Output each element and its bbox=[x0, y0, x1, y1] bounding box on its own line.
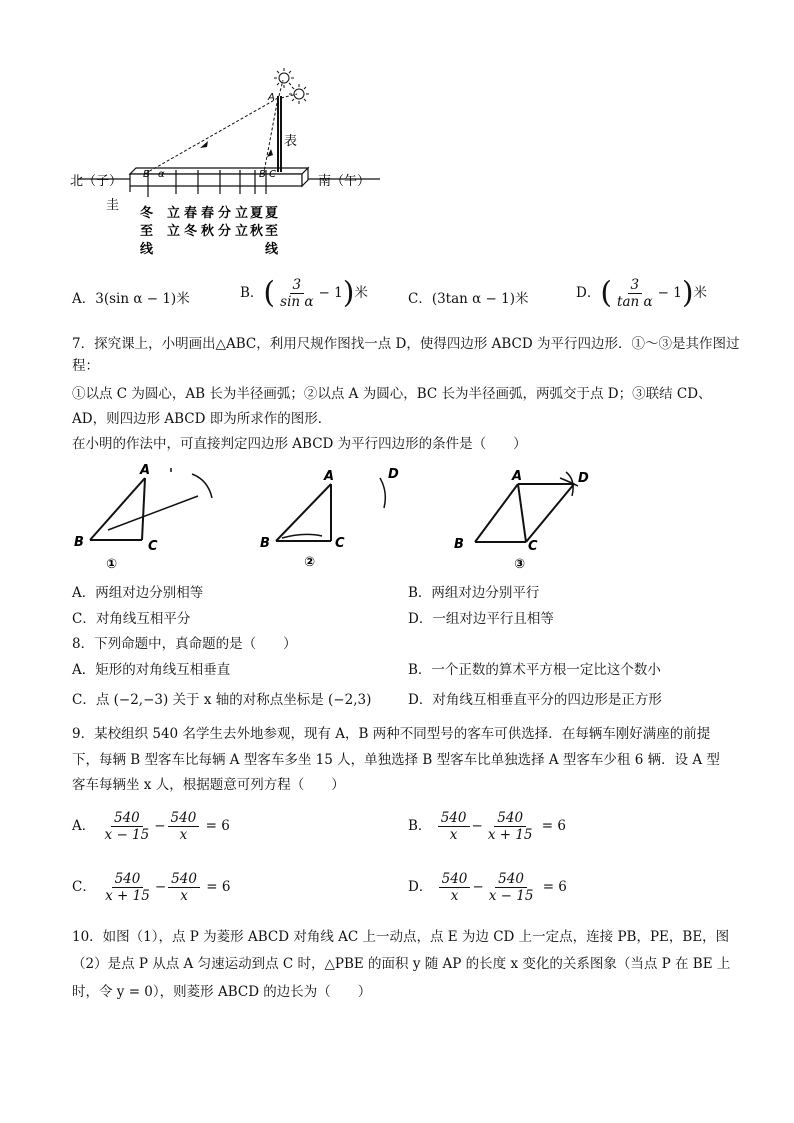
q9-d-label: D． bbox=[408, 879, 433, 895]
q9-a-d1: x − 15 bbox=[104, 827, 150, 843]
q9-option-b[interactable] bbox=[408, 810, 566, 843]
col-winter-3: 线 bbox=[140, 242, 154, 257]
q9-c-eq: = 6 bbox=[206, 879, 231, 895]
q9-a-label: A． bbox=[72, 818, 96, 834]
col-chun2-1: 春 bbox=[201, 206, 215, 221]
col-chun-1: 春 bbox=[184, 206, 198, 221]
q10-stem-line2: （2）是点 P 从点 A 匀速运动到点 C 时，△PBE 的面积 y 随 AP 的长度 x 变化的关系图象（当点 P 在 BE 上 bbox=[72, 956, 731, 972]
q7-figure-3 bbox=[450, 462, 620, 574]
q7-fig2-label: ② bbox=[304, 555, 316, 570]
sun-icon bbox=[289, 84, 309, 104]
q7-fig2-point-d: D bbox=[388, 467, 399, 482]
q9-option-a[interactable] bbox=[72, 810, 230, 843]
q9-b-d2: x + 15 bbox=[487, 827, 533, 843]
label-north: 北（子） bbox=[70, 174, 123, 189]
label-biao: 表 bbox=[284, 134, 298, 149]
q8-option-d[interactable]: D．对角线互相垂直平分的四边形是正方形 bbox=[408, 692, 662, 708]
col-chun2-2: 秋 bbox=[201, 224, 215, 239]
q7-fig2-point-a: A bbox=[324, 469, 335, 484]
q6-option-b[interactable]: B．( $\frac{3}{\text{sin α}}$ − 1)米 bbox=[240, 275, 368, 311]
q8-option-a[interactable]: A．矩形的对角线互相垂直 bbox=[72, 662, 231, 678]
q9-b-n2: 540 bbox=[494, 810, 526, 827]
q6-b-unit: 米 bbox=[354, 285, 368, 301]
q6-option-a[interactable]: A．3(sin α − 1)米 bbox=[72, 291, 190, 307]
col-xiazhi-1: 夏 bbox=[265, 206, 279, 221]
q9-a-eq: = 6 bbox=[205, 818, 230, 834]
q9-a-d2: x bbox=[179, 827, 188, 843]
q6-d-numerator: 3 bbox=[628, 277, 643, 294]
q7-figure-2 bbox=[256, 462, 416, 574]
q6-option-b-label: B． bbox=[240, 285, 264, 301]
q7-fig2-point-b: B bbox=[260, 536, 270, 551]
q9-d-n1: 540 bbox=[439, 871, 471, 888]
q7-fig2-point-c: C bbox=[335, 536, 345, 551]
label-a: A bbox=[268, 92, 275, 103]
q8-option-b[interactable]: B．一个正数的算术平方根一定比这个数小 bbox=[408, 662, 661, 678]
q9-d-minus: − bbox=[472, 879, 484, 895]
q7-fig1-point-a: A bbox=[140, 463, 151, 478]
sun-icon bbox=[274, 68, 294, 88]
q9-d-n2: 540 bbox=[495, 871, 527, 888]
q9-c-n2: 540 bbox=[168, 871, 200, 888]
q9-d-d2: x − 15 bbox=[488, 888, 534, 904]
q9-option-c[interactable] bbox=[72, 871, 230, 904]
q6-b-numerator: 3 bbox=[290, 277, 305, 294]
q6-option-d[interactable]: D．( $\frac{3}{\text{tan α}}$ − 1)米 bbox=[576, 275, 708, 311]
q7-stem-line2: 程： bbox=[72, 358, 99, 374]
col-winter-2: 至 bbox=[140, 224, 154, 239]
q7-stem-line3: ①以点 C 为圆心，AB 长为半径画弧；②以点 A 为圆心，BC 长为半径画弧，两弧交于点 D；③联结 CD、 bbox=[72, 386, 712, 402]
arrow-icon bbox=[200, 141, 208, 148]
label-gui: 圭 bbox=[106, 198, 120, 213]
q9-a-minus: − bbox=[154, 818, 166, 834]
q7-option-b[interactable]: B．两组对边分别平行 bbox=[408, 585, 540, 601]
q8-option-c[interactable]: C．点 (−2,−3) 关于 x 轴的对称点坐标是 (−2,3) bbox=[72, 692, 372, 708]
q7-fig1-label: ① bbox=[106, 557, 118, 572]
q7-fig3-label: ③ bbox=[514, 557, 526, 572]
q9-stem-line1: 9．某校组织 540 名学生去外地参观，现有 A，B 两种不同型号的客车可供选择．在每辆车刚好满座的前提 bbox=[72, 726, 711, 742]
col-xiazhi-2: 至 bbox=[265, 224, 279, 239]
q9-b-label: B． bbox=[408, 818, 432, 834]
q7-fig3-point-c: C bbox=[528, 539, 538, 554]
col-li-1: 立 bbox=[235, 206, 249, 221]
col-xiazhi-3: 线 bbox=[265, 242, 279, 257]
q7-fig3-point-d: D bbox=[578, 471, 589, 486]
q6-option-c[interactable]: C．(3tan α − 1)米 bbox=[408, 291, 529, 307]
col-xia-1: 夏 bbox=[250, 206, 264, 221]
q9-b-n1: 540 bbox=[438, 810, 470, 827]
q8-stem: 8．下列命题中，真命题的是（ ） bbox=[72, 636, 297, 652]
q9-stem-line2: 下，每辆 B 型客车比每辆 A 型客车多坐 15 人，单独选择 B 型客车比单独选择 A 型客车少租 6 辆．设 A 型 bbox=[72, 752, 720, 768]
q9-a-n1: 540 bbox=[111, 810, 143, 827]
label-c: C bbox=[269, 169, 276, 180]
q6-d-unit: 米 bbox=[693, 285, 708, 301]
q9-c-d2: x bbox=[180, 888, 188, 904]
gnomon-figure bbox=[70, 62, 390, 267]
q6-d-tail: − 1 bbox=[657, 285, 682, 301]
q7-option-d[interactable]: D．一组对边平行且相等 bbox=[408, 611, 554, 627]
q9-c-d1: x + 15 bbox=[105, 888, 150, 904]
q9-c-label: C． bbox=[72, 879, 96, 895]
q9-b-d1: x bbox=[449, 827, 458, 843]
label-south: 南（午） bbox=[318, 174, 371, 189]
q9-b-minus: − bbox=[471, 818, 483, 834]
label-alpha: α bbox=[158, 169, 165, 180]
q9-c-n1: 540 bbox=[112, 871, 144, 888]
col-winter-1: 冬 bbox=[140, 206, 154, 221]
q6-d-denominator: tan α bbox=[617, 294, 653, 310]
q9-d-d1: x bbox=[450, 888, 459, 904]
col-fen-1: 分 bbox=[218, 206, 232, 221]
q6-option-d-label: D． bbox=[576, 285, 601, 301]
q9-option-d[interactable] bbox=[408, 871, 567, 904]
q7-stem-line1: 7．探究课上，小明画出△ABC，利用尺规作图找一点 D，使得四边形 ABCD 为平行四边形．①～③是其作图过 bbox=[72, 336, 740, 352]
col-li-2: 立 bbox=[235, 224, 249, 239]
col-chun-2: 冬 bbox=[184, 224, 198, 239]
q9-b-eq: = 6 bbox=[541, 818, 566, 834]
label-b1: B bbox=[259, 169, 266, 180]
col-xia-2: 秋 bbox=[250, 224, 264, 239]
q7-option-c[interactable]: C．对角线互相平分 bbox=[72, 611, 191, 627]
q6-b-denominator: sin α bbox=[280, 294, 314, 310]
biao-post bbox=[278, 96, 281, 172]
q7-fig3-point-a: A bbox=[512, 469, 523, 484]
q9-d-eq: = 6 bbox=[542, 879, 567, 895]
q9-a-n2: 540 bbox=[168, 810, 200, 827]
col-lidong-1: 立 bbox=[167, 206, 181, 221]
q7-fig3-point-b: B bbox=[454, 537, 464, 552]
q7-fig1-point-b: B bbox=[74, 535, 84, 550]
col-lidong-2: 立 bbox=[167, 224, 181, 239]
q7-fig1-point-c: C bbox=[148, 539, 158, 554]
q7-stem-line4: AD，则四边形 ABCD 即为所求作的图形． bbox=[72, 411, 332, 427]
col-fen-2: 分 bbox=[218, 224, 232, 239]
q6-b-tail: − 1 bbox=[318, 285, 343, 301]
q7-stem-line5: 在小明的作法中，可直接判定四边形 ABCD 为平行四边形的条件是（ ） bbox=[72, 436, 527, 452]
label-b: B bbox=[143, 169, 150, 180]
q9-c-minus: − bbox=[154, 879, 167, 895]
q9-stem-line3: 客车每辆坐 x 人，根据题意可列方程（ ） bbox=[72, 777, 345, 793]
q7-figure-1 bbox=[70, 462, 230, 574]
q7-option-a[interactable]: A．两组对边分别相等 bbox=[72, 585, 204, 601]
q10-stem-line3: 时，令 y = 0），则菱形 ABCD 的边长为（ ） bbox=[72, 984, 372, 1000]
q10-stem-line1: 10．如图（1），点 P 为菱形 ABCD 对角线 AC 上一动点，点 E 为边 CD 上一定点，连接 PB，PE，BE，图 bbox=[72, 929, 730, 945]
